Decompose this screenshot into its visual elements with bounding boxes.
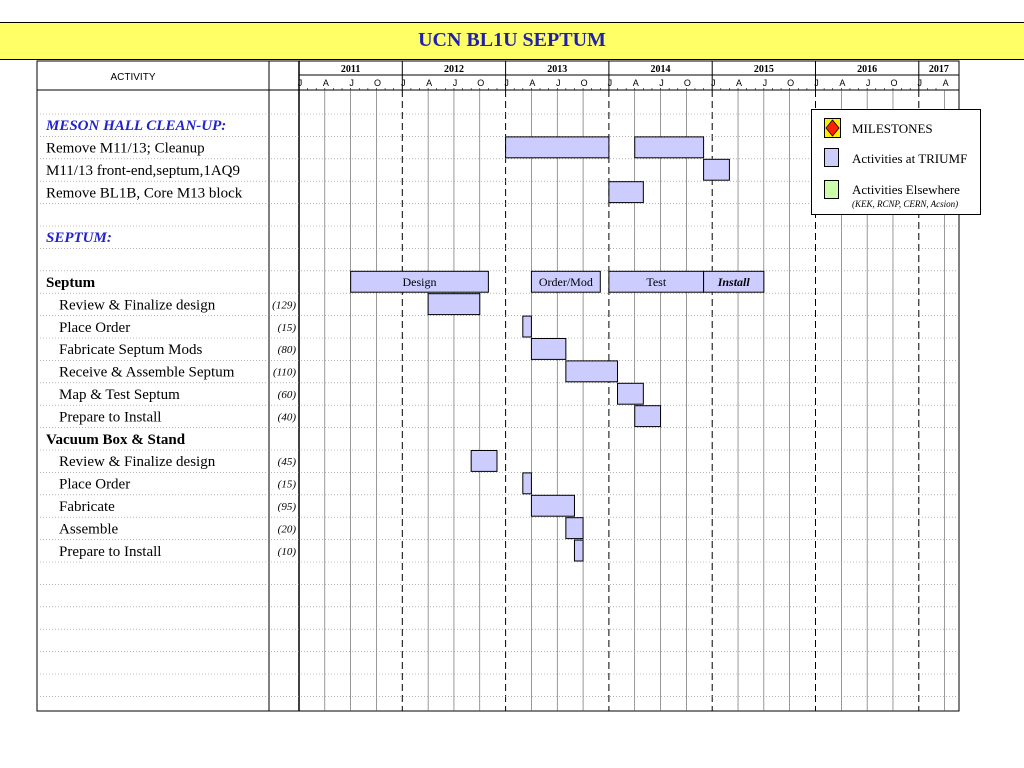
quarter-label: J — [814, 78, 819, 88]
year-label: 2015 — [753, 64, 774, 75]
activity-label: SEPTUM: — [46, 230, 112, 247]
duration-label: (15) — [277, 478, 296, 491]
activity-label: Review & Finalize design — [59, 454, 216, 471]
gantt-bar-rect — [704, 159, 730, 180]
legend-item-elsewhere — [812, 179, 982, 209]
gantt-bar-rect — [523, 473, 532, 494]
gantt-bar — [609, 271, 704, 292]
quarter-label: J — [452, 78, 458, 88]
quarter-label: A — [942, 78, 949, 88]
quarter-label: O — [890, 78, 898, 88]
gantt-bar — [704, 159, 730, 180]
legend — [811, 109, 981, 215]
duration-label: (110) — [272, 366, 296, 379]
gantt-bar — [635, 406, 661, 427]
quarter-label: O — [580, 78, 588, 88]
gantt-bar-rect — [471, 451, 497, 472]
gantt-bar-rect — [506, 137, 609, 158]
quarter-label: O — [683, 78, 691, 88]
gantt-bar-rect — [566, 518, 583, 539]
gantt-bar-rect — [635, 137, 704, 158]
year-label: 2012 — [443, 64, 464, 75]
gantt-bar — [635, 137, 704, 158]
quarter-label: J — [401, 78, 406, 88]
quarter-label: A — [632, 78, 639, 88]
duration-label: (80) — [277, 344, 296, 357]
quarter-label: J — [710, 78, 716, 88]
year-label: 2017 — [928, 64, 949, 75]
quarter-label: J — [297, 78, 303, 88]
duration-label: (60) — [277, 389, 296, 401]
gantt-bar — [618, 383, 644, 404]
activity-label: Review & Finalize design — [59, 297, 216, 314]
duration-label: (10) — [277, 545, 296, 558]
gantt-bar — [523, 473, 532, 494]
quarter-label: A — [839, 78, 846, 88]
year-label: 2016 — [857, 64, 878, 75]
duration-label: (45) — [277, 456, 296, 469]
quarter-label: A — [322, 78, 329, 88]
quarter-label: J — [504, 78, 509, 88]
duration-label: (95) — [277, 501, 296, 513]
gantt-bar — [574, 540, 583, 561]
gantt-bar-rect — [531, 495, 574, 516]
quarter-label: O — [787, 78, 795, 88]
gantt-bar-label: Test — [646, 274, 667, 289]
quarter-label: A — [736, 78, 743, 88]
duration-label: (129) — [272, 299, 296, 312]
activity-label: Receive & Assemble Septum — [59, 364, 235, 381]
quarter-label: J — [556, 78, 561, 88]
gantt-bar — [506, 137, 609, 158]
gantt-bar — [531, 271, 600, 292]
gantt-bar — [523, 316, 532, 337]
quarter-label: J — [865, 78, 871, 88]
activity-label: Remove M11/13; Cleanup — [46, 140, 205, 157]
gantt-bar — [351, 271, 489, 292]
activity-label: Vacuum Box & Stand — [46, 431, 186, 448]
gantt-bar-rect — [609, 182, 643, 203]
activity-label: Map & Test Septum — [59, 387, 180, 403]
legend-note-elsewhere: (KEK, RCNP, CERN, Acsion) — [852, 199, 959, 209]
duration-label: (20) — [277, 523, 296, 536]
activity-label: Fabricate Septum Mods — [59, 342, 203, 359]
gantt-bar-rect — [531, 339, 565, 360]
quarter-label: J — [349, 78, 354, 88]
activity-label: Prepare to Install — [59, 409, 162, 426]
gantt-bar — [471, 451, 497, 472]
activity-header: ACTIVITY — [110, 72, 156, 83]
duration-label: (40) — [277, 411, 296, 424]
gantt-bar — [609, 182, 643, 203]
gantt-bar-label: Install — [717, 274, 750, 289]
legend-label-triumf: Activities at TRIUMF — [852, 151, 968, 166]
quarter-label: O — [477, 78, 485, 88]
activity-label: Place Order — [59, 476, 131, 493]
activity-label: Fabricate — [59, 499, 115, 515]
year-label: 2011 — [340, 64, 361, 75]
gantt-bar-rect — [618, 383, 644, 404]
quarter-label: J — [917, 78, 923, 88]
gantt-bar — [704, 271, 764, 292]
legend-label-elsewhere: Activities Elsewhere — [852, 182, 960, 197]
gantt-bar-label: Design — [402, 274, 437, 289]
legend-label-milestones: MILESTONES — [852, 121, 933, 136]
triumf-swatch-icon — [824, 148, 839, 167]
year-label: 2013 — [547, 64, 568, 75]
page-title: UCN BL1U SEPTUM — [418, 29, 606, 51]
gantt-bar — [566, 518, 583, 539]
gantt-bar-rect — [574, 540, 583, 561]
quarter-label: J — [659, 78, 664, 88]
duration-label: (15) — [277, 321, 296, 334]
gantt-bar-rect — [635, 406, 661, 427]
activity-label: Place Order — [59, 319, 131, 336]
gantt-bar-label: Order/Mod — [538, 274, 593, 289]
activity-label: Prepare to Install — [59, 543, 162, 560]
quarter-label: A — [529, 78, 536, 88]
activity-label: Remove BL1B, Core M13 block — [46, 185, 243, 202]
activity-label: M11/13 front-end,septum,1AQ9 — [46, 163, 241, 179]
milestone-diamond-icon — [824, 118, 841, 138]
gantt-bar — [428, 294, 480, 315]
gantt-bar — [566, 361, 618, 382]
legend-item-triumf — [812, 148, 982, 170]
legend-item-milestones — [812, 118, 982, 140]
quarter-label: J — [607, 78, 613, 88]
elsewhere-swatch-icon — [824, 180, 839, 199]
gantt-bar-rect — [523, 316, 532, 337]
gantt-bar-rect — [428, 294, 480, 315]
activity-label: Septum — [46, 275, 96, 291]
quarter-label: O — [373, 78, 381, 88]
activity-label: Assemble — [59, 521, 119, 538]
activity-label: MESON HALL CLEAN-UP: — [46, 118, 227, 135]
year-label: 2014 — [650, 64, 671, 75]
gantt-bar — [531, 339, 565, 360]
quarter-label: J — [762, 78, 768, 88]
gantt-bar — [531, 495, 574, 516]
quarter-label: A — [426, 78, 433, 88]
gantt-bar-rect — [566, 361, 618, 382]
